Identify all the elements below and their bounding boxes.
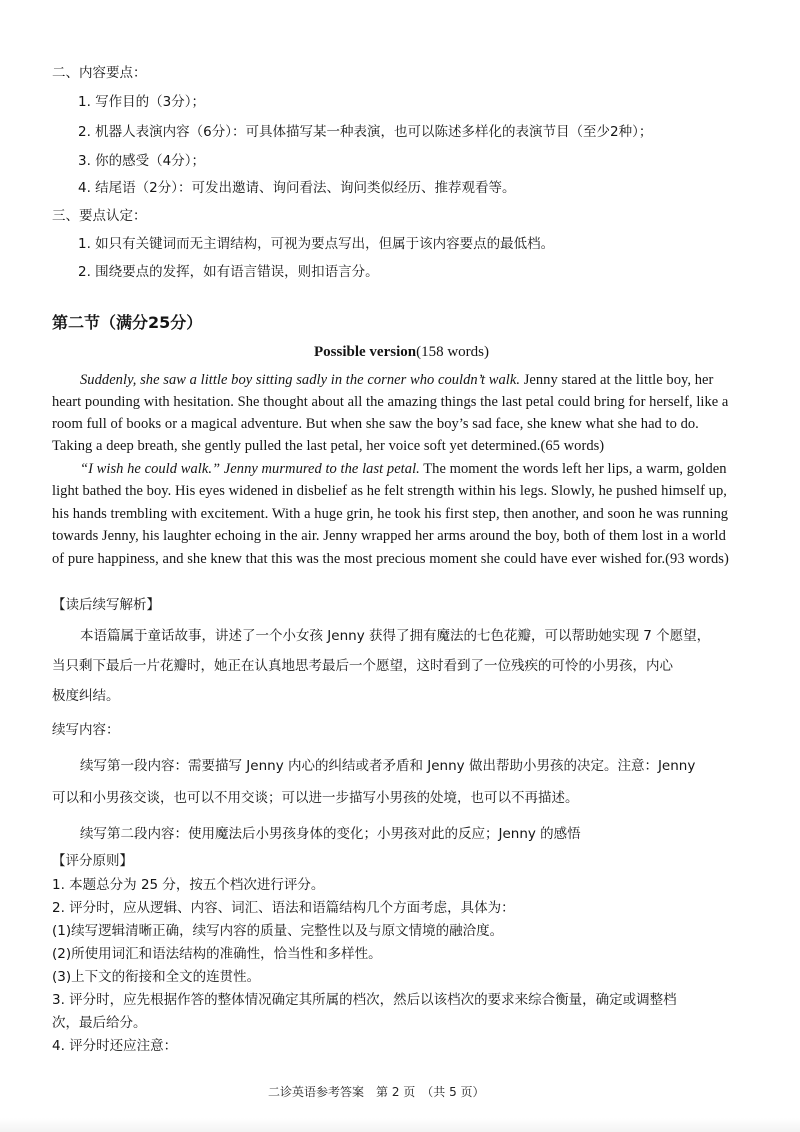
- scoring-line: (2)所使用词汇和语法结构的准确性，恰当性和多样性。: [52, 946, 382, 962]
- given-opening-sentence: Suddenly, she saw a little boy sitting sadly in the corner who couldn’t walk.: [80, 372, 521, 388]
- given-opening-quote: “I wish he could walk.”: [80, 461, 221, 477]
- scoring-line: 4. 评分时还应注意：: [52, 1038, 178, 1054]
- story-paragraph-2-first-line: [80, 459, 727, 479]
- story-line: towards Jenny, his laughter echoing in the air. Jenny wrapped her arms around the boy, both of them lost in a world: [52, 528, 726, 544]
- page-footer: 二诊英语参考答案 第 2 页 （共 5 页）: [268, 1085, 485, 1099]
- section-two-heading: 第二节（满分25分）: [52, 313, 203, 332]
- scoring-line: (3)上下文的衔接和全文的连贯性。: [52, 969, 261, 985]
- story-line: Taking a deep breath, she gently pulled the last petal, her voice soft yet determined.(65 words): [52, 438, 605, 454]
- page-bottom-edge: [0, 1118, 800, 1132]
- story-line: heart pounding with hesitation. She thought about all the amazing things the last petal could bring for herself, like a: [52, 394, 729, 410]
- key-point-item: 2. 围绕要点的发挥，如有语言错误，则扣语言分。: [78, 264, 379, 280]
- possible-version-word-count: (158 words): [416, 344, 489, 360]
- key-points-heading: 三、要点认定：: [52, 208, 147, 224]
- analysis-heading: 【读后续写解析】: [52, 597, 160, 613]
- content-points-heading: 二、内容要点：: [52, 65, 147, 81]
- key-point-item: 1. 如只有关键词而无主谓结构，可视为要点写出，但属于该内容要点的最低档。: [78, 236, 555, 252]
- story-text: The moment the words left her lips, a warm, golden: [419, 461, 727, 477]
- story-line: room full of books or a magical adventure. But when she saw the boy’s sad face, she knew what she had to do.: [52, 416, 699, 432]
- story-paragraph-1-first-line: [80, 370, 713, 390]
- story-line: light bathed the boy. His eyes widened in disbelief as he felt strength within his legs. Slowly, he pushed himself up,: [52, 483, 727, 499]
- scoring-line: 2. 评分时，应从逻辑、内容、词汇、语法和语篇结构几个方面考虑，具体为：: [52, 900, 515, 916]
- continuation-para2-line: 续写第二段内容：使用魔法后小男孩身体的变化；小男孩对此的反应；Jenny 的感悟: [80, 826, 581, 842]
- analysis-line: 极度纠结。: [52, 688, 120, 704]
- analysis-line: 当只剩下最后一片花瓣时，她正在认真地思考最后一个愿望，这时看到了一位残疾的可怜的小男孩，内心: [52, 658, 673, 674]
- story-line: his hands trembling with excitement. With a huge grin, he took his first step, then another, and soon he was running: [52, 506, 729, 522]
- story-text: Jenny stared at the little boy, her: [520, 372, 714, 388]
- analysis-line: 本语篇属于童话故事，讲述了一个小女孩 Jenny 获得了拥有魔法的七色花瓣，可以帮助她实现 7 个愿望，: [80, 628, 711, 644]
- continuation-para1-line: 可以和小男孩交谈，也可以不用交谈；可以进一步描写小男孩的处境，也可以不再描述。: [52, 790, 579, 806]
- content-point-item: 3. 你的感受（4分）；: [78, 153, 206, 169]
- content-point-item: 4. 结尾语（2分）：可发出邀请、询问看法、询问类似经历、推荐观看等。: [78, 180, 516, 196]
- scoring-line: 1. 本题总分为 25 分，按五个档次进行评分。: [52, 877, 325, 893]
- story-line: of pure happiness, and she knew that this was the most precious moment she could have ever wished for.(93 words): [52, 551, 729, 567]
- scoring-heading: 【评分原则】: [52, 853, 133, 869]
- possible-version-title: [314, 342, 489, 362]
- given-opening-sentence: Jenny murmured to the last petal.: [220, 461, 420, 477]
- scoring-line: 次，最后给分。: [52, 1015, 147, 1031]
- continuation-para1-line: 续写第一段内容：需要描写 Jenny 内心的纠结或者矛盾和 Jenny 做出帮助小男孩的决定。注意：Jenny: [80, 758, 696, 774]
- continuation-heading: 续写内容：: [52, 722, 120, 738]
- scoring-line: 3. 评分时，应先根据作答的整体情况确定其所属的档次，然后以该档次的要求来综合衡量，确定或调整档: [52, 992, 677, 1008]
- content-point-item: 1. 写作目的（3分）；: [78, 94, 206, 110]
- content-point-item: 2. 机器人表演内容（6分）：可具体描写某一种表演，也可以陈述多样化的表演节目（至少2种）；: [78, 124, 653, 140]
- possible-version-label: Possible version: [314, 344, 417, 360]
- scoring-line: (1)续写逻辑清晰正确，续写内容的质量、完整性以及与原文情境的融洽度。: [52, 923, 504, 939]
